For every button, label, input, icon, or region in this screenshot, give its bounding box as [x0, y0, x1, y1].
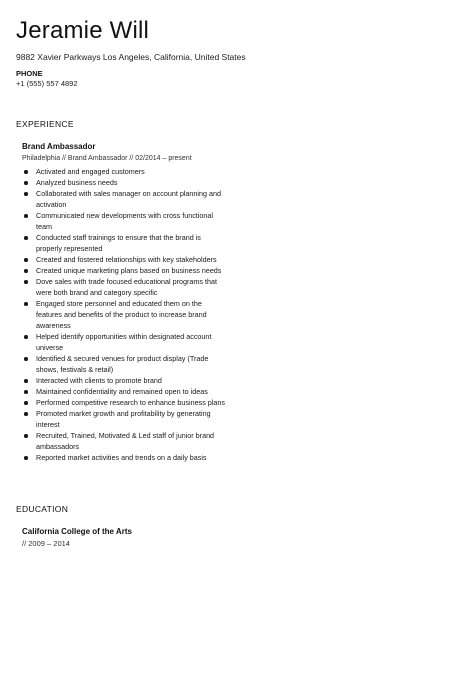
list-item-text: Reported market activities and trends on a daily basis — [36, 453, 207, 462]
experience-heading: EXPERIENCE — [16, 119, 74, 129]
list-item — [22, 265, 227, 276]
bullet-dot-icon — [24, 456, 28, 460]
list-item-text: Dove sales with trade focused educational programs that were both brand and category specific — [36, 277, 217, 297]
bullet-dot-icon — [24, 192, 28, 196]
list-item — [22, 188, 227, 210]
bullet-dot-icon — [24, 401, 28, 405]
experience-bullet-list — [22, 166, 227, 463]
bullet-dot-icon — [24, 379, 28, 383]
phone-label: PHONE — [16, 69, 43, 78]
list-item — [22, 166, 227, 177]
list-item-text: Recruited, Trained, Motivated & Led staff of junior brand ambassadors — [36, 431, 215, 451]
bullet-dot-icon — [24, 269, 28, 273]
list-item-text: Collaborated with sales manager on account planning and activation — [36, 189, 222, 209]
list-item-text: Created unique marketing plans based on business needs — [36, 266, 222, 275]
job-title: Brand Ambassador — [22, 142, 96, 151]
bullet-dot-icon — [24, 390, 28, 394]
list-item-text: Interacted with clients to promote brand — [36, 376, 162, 385]
list-item — [22, 430, 227, 452]
bullet-dot-icon — [24, 214, 28, 218]
list-item-text: Conducted staff trainings to ensure that the brand is properly represented — [36, 233, 201, 253]
education-heading: EDUCATION — [16, 504, 69, 514]
list-item-text: Promoted market growth and profitability by generating interest — [36, 409, 211, 429]
list-item — [22, 397, 227, 408]
list-item — [22, 386, 227, 397]
list-item — [22, 276, 227, 298]
bullet-dot-icon — [24, 280, 28, 284]
list-item-text: Helped identify opportunities within designated account universe — [36, 332, 212, 352]
bullet-dot-icon — [24, 302, 28, 306]
candidate-name: Jeramie Will — [16, 17, 150, 44]
bullet-dot-icon — [24, 412, 28, 416]
list-item — [22, 232, 227, 254]
list-item — [22, 177, 227, 188]
job-meta: Philadelphia // Brand Ambassador // 02/2014 – present — [22, 155, 192, 162]
school-dates: // 2009 – 2014 — [22, 539, 70, 548]
list-item-text: Created and fostered relationships with key stakeholders — [36, 255, 217, 264]
list-item-text: Performed competitive research to enhance business plans — [36, 398, 225, 407]
list-item-text: Identified & secured venues for product display (Trade shows, festivals & retail) — [36, 354, 209, 374]
bullet-dot-icon — [24, 236, 28, 240]
list-item — [22, 331, 227, 353]
list-item-text: Engaged store personnel and educated them on the features and benefits of the product to increase brand awareness — [36, 299, 207, 330]
school-name: California College of the Arts — [22, 527, 132, 536]
bullet-dot-icon — [24, 170, 28, 174]
list-item-text: Communicated new developments with cross functional team — [36, 211, 213, 231]
list-item — [22, 254, 227, 265]
phone-value: +1 (555) 557 4892 — [16, 79, 78, 88]
bullet-dot-icon — [24, 335, 28, 339]
bullet-dot-icon — [24, 181, 28, 185]
list-item-text: Maintained confidentiality and remained open to ideas — [36, 387, 208, 396]
list-item-text: Analyzed business needs — [36, 178, 118, 187]
candidate-address: 9882 Xavier Parkways Los Angeles, California, United States — [16, 52, 246, 62]
list-item — [22, 353, 227, 375]
bullet-dot-icon — [24, 434, 28, 438]
list-item — [22, 375, 227, 386]
bullet-dot-icon — [24, 357, 28, 361]
bullet-dot-icon — [24, 258, 28, 262]
list-item — [22, 408, 227, 430]
list-item — [22, 298, 227, 331]
list-item-text: Activated and engaged customers — [36, 167, 145, 176]
list-item — [22, 210, 227, 232]
list-item — [22, 452, 227, 463]
